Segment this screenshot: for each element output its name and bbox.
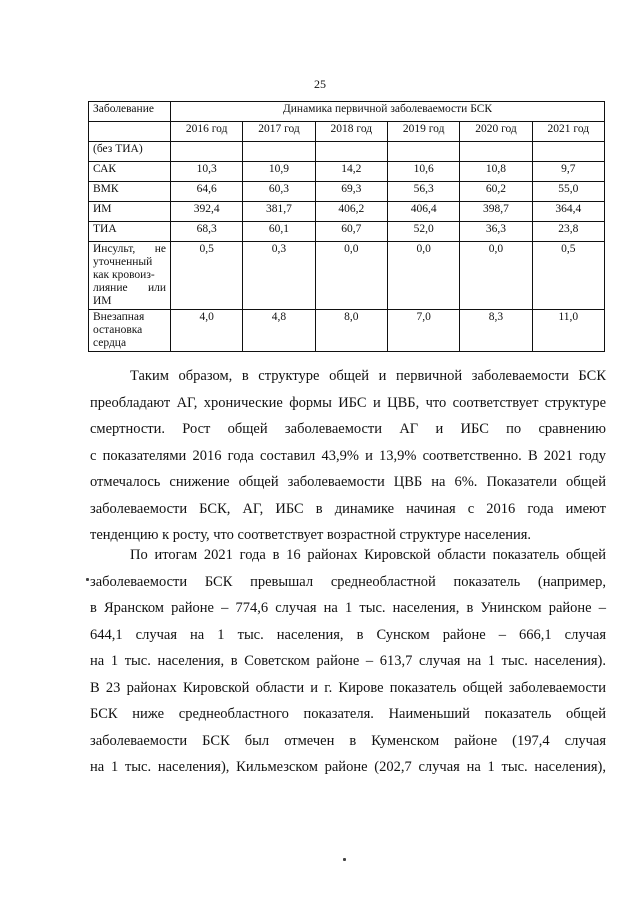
- year-header: 2017 год: [243, 122, 315, 142]
- table-row: [89, 162, 605, 182]
- text-line: с показателями 2016 года составил 43,9% и 13,9% соответственно. В 2021 году: [90, 447, 606, 464]
- cell-value: 8,0: [315, 310, 387, 352]
- cell-value: 36,3: [460, 222, 532, 242]
- cell-value: 10,8: [460, 162, 532, 182]
- cell-value: 4,0: [171, 310, 243, 352]
- cell-value: 60,2: [460, 182, 532, 202]
- text-line: По итогам 2021 года в 16 районах Кировской области показатель общей: [130, 547, 606, 563]
- text-line: БСК ниже среднеобластного показателя. Наименьший показатель общей: [90, 706, 606, 722]
- text-line: на 1 тыс. населения), Кильмезском районе (202,7 случая на 1 тыс. населения),: [90, 759, 606, 775]
- cell-value: 381,7: [243, 202, 315, 222]
- scan-speck: [86, 578, 89, 581]
- year-header: 2021 год: [532, 122, 604, 142]
- table-row: [89, 182, 605, 202]
- text-line: в Яранском районе – 774,6 случая на 1 тыс. населения, в Унинском районе –: [90, 600, 606, 616]
- cell-value: 11,0: [532, 310, 604, 352]
- cell-value: 23,8: [532, 222, 604, 242]
- row-label: [89, 310, 171, 352]
- cell-value: 406,4: [387, 202, 459, 222]
- table-row: [89, 222, 605, 242]
- cell-value: 0,5: [532, 242, 604, 310]
- row-label-line: сердца: [93, 337, 127, 349]
- cell-value: 406,2: [315, 202, 387, 222]
- row-label-line: уточненный: [93, 256, 153, 268]
- row-label: ВМК: [89, 182, 171, 202]
- cell-value: 10,6: [387, 162, 459, 182]
- cell-value: 10,3: [171, 162, 243, 182]
- cell-value: 364,4: [532, 202, 604, 222]
- row-label-line: Инсульт, не: [93, 243, 166, 255]
- cell-value: 8,3: [460, 310, 532, 352]
- row-label-line: остановка: [93, 324, 143, 336]
- text-line: смертности. Рост общей заболеваемости АГ и ИБС по сравнению: [90, 421, 606, 437]
- row-label-line: как кровоиз-: [93, 269, 155, 281]
- year-header: 2020 год: [460, 122, 532, 142]
- cell-value: 60,3: [243, 182, 315, 202]
- text-line: заболеваемости БСК превышал среднеобластной показатель (например,: [90, 573, 606, 590]
- cell-value: 60,7: [315, 222, 387, 242]
- text-line: В 23 районах Кировской области и г. Кирове показатель общей заболеваемости: [90, 679, 606, 696]
- cell-value: 398,7: [460, 202, 532, 222]
- text-line: на 1 тыс. населения, в Советском районе – 613,7 случая на 1 тыс. населения).: [90, 653, 606, 669]
- cell-value: 0,0: [460, 242, 532, 310]
- text-line: заболеваемости БСК был отмечен в Куменском районе (197,4 случая: [90, 732, 606, 749]
- cell-value: 69,3: [315, 182, 387, 202]
- cell-value: 55,0: [532, 182, 604, 202]
- cell-value: 392,4: [171, 202, 243, 222]
- page-number: 25: [314, 77, 326, 91]
- year-header: 2018 год: [315, 122, 387, 142]
- paragraph-conclusion: [90, 363, 606, 549]
- cell-value: 0,0: [387, 242, 459, 310]
- cell-value: 10,9: [243, 162, 315, 182]
- year-header: 2019 год: [387, 122, 459, 142]
- scan-speck: [343, 858, 346, 861]
- table-header-group: Динамика первичной заболеваемости БСК: [171, 102, 605, 122]
- text-line: преобладают АГ, хронические формы ИБС и ЦВБ, что соответствует структуре: [90, 394, 606, 411]
- table-header-empty: [89, 122, 171, 142]
- text-line: тенденцию к росту, что соответствует возрастной структуре населения.: [90, 527, 532, 543]
- table-row: [89, 202, 605, 222]
- cell-value: 64,6: [171, 182, 243, 202]
- paragraph-districts: [90, 542, 606, 781]
- row-label: ТИА: [89, 222, 171, 242]
- text-line: 644,1 случая на 1 тыс. населения, в Сунском районе – 666,1 случая: [90, 626, 606, 643]
- cell-value: 60,1: [243, 222, 315, 242]
- cell-value: 52,0: [387, 222, 459, 242]
- cell-value: 56,3: [387, 182, 459, 202]
- cell-value: 68,3: [171, 222, 243, 242]
- table-row: [89, 242, 605, 310]
- row-label: [89, 242, 171, 310]
- cell-value: 4,8: [243, 310, 315, 352]
- cell-value: 0,0: [315, 242, 387, 310]
- cell-value: 0,5: [171, 242, 243, 310]
- row-label: САК: [89, 162, 171, 182]
- table-header-disease: Заболевание: [89, 102, 171, 122]
- cell-value: 0,3: [243, 242, 315, 310]
- cell-value: 9,7: [532, 162, 604, 182]
- cell-value: 14,2: [315, 162, 387, 182]
- row-label-line: лияние или: [93, 282, 166, 294]
- row-label-line: ИМ: [93, 295, 112, 307]
- text-line: Таким образом, в структуре общей и первичной заболеваемости БСК: [130, 368, 606, 384]
- row-label: ИМ: [89, 202, 171, 222]
- cell-value: 7,0: [387, 310, 459, 352]
- text-line: отмечалось снижение общей заболеваемости ЦВБ на 6%. Показатели общей: [90, 474, 606, 490]
- morbidity-table: [88, 101, 605, 352]
- row-label-line: Внезапная: [93, 311, 145, 323]
- text-line: заболеваемости БСК, АГ, ИБС в динамике начиная с 2016 года имеют: [90, 500, 606, 517]
- table-row: [89, 310, 605, 352]
- year-header: 2016 год: [171, 122, 243, 142]
- table-subheader: (без ТИА): [89, 142, 171, 162]
